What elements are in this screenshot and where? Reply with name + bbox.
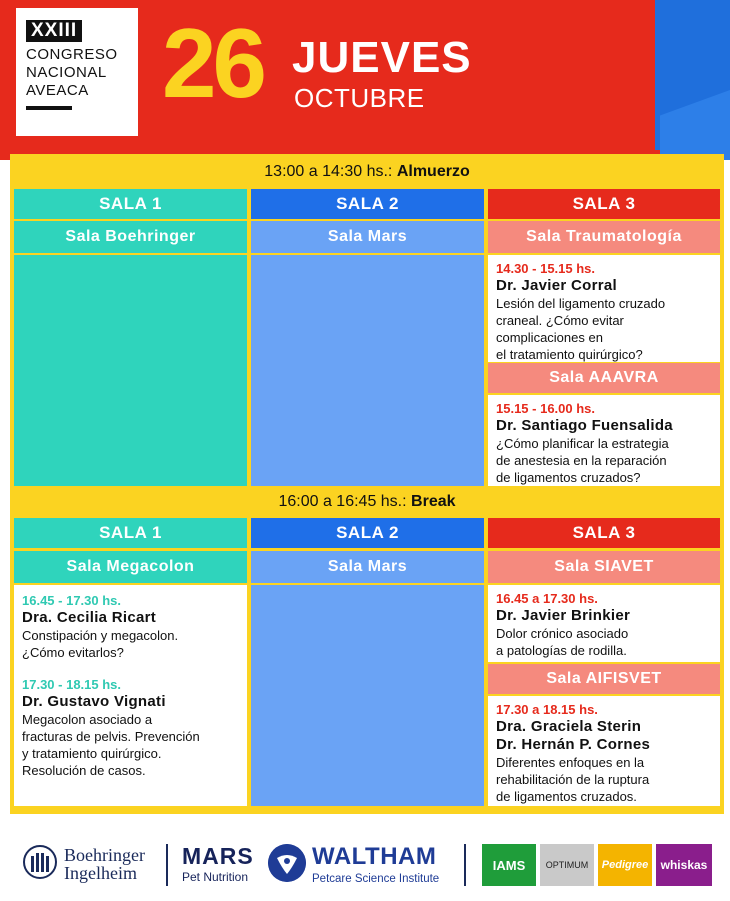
talk-desc-line: y tratamiento quirúrgico. — [22, 746, 162, 761]
talk-time: 16.45 - 17.30 hs. — [22, 593, 122, 608]
block2-sala1-sub: Sala Megacolon — [14, 551, 247, 583]
block1-sala2-empty — [251, 255, 484, 486]
talk-time: 14.30 - 15.15 hs. — [496, 261, 596, 276]
talk-desc-line: de anestesia en la reparación — [496, 453, 667, 468]
block1-sala1-header: SALA 1 — [14, 189, 247, 219]
lunch-label: Almuerzo — [396, 163, 470, 180]
block2-sala2-header: SALA 2 — [251, 518, 484, 548]
lunch-bar — [14, 158, 720, 186]
boehringer-line1: Boehringer — [64, 845, 145, 865]
talk-desc-line: Megacolon asociado a — [22, 712, 153, 727]
talk-desc-line: Lesión del ligamento cruzado — [496, 296, 666, 311]
talk-speaker: Dr. Hernán P. Cornes — [496, 736, 651, 753]
logo-line-3: AVEACA — [26, 82, 89, 99]
block1-sala2-header: SALA 2 — [251, 189, 484, 219]
waltham-logo-icon — [268, 844, 306, 882]
talk-time: 16.45 a 17.30 hs. — [496, 591, 598, 606]
edition-badge: XXIII — [26, 20, 82, 42]
block2-sala3-header: SALA 3 — [488, 518, 720, 548]
talk-desc-line: complicaciones en — [496, 330, 603, 345]
talk-desc-line: ¿Cómo evitarlos? — [22, 645, 124, 660]
talk-speaker: Dra. Graciela Sterin — [496, 718, 642, 735]
talk-desc-line: el tratamiento quirúrgico? — [496, 347, 643, 362]
talk-speaker: Dra. Cecilia Ricart — [22, 609, 157, 626]
logo-line-1: CONGRESO — [26, 46, 118, 63]
talk-desc-line: Diferentes enfoques en la — [496, 755, 645, 770]
block1-talk-fuensalida — [488, 395, 720, 486]
waltham-logo-text: WALTHAM — [312, 843, 437, 870]
talk-time: 17.30 - 18.15 hs. — [22, 677, 122, 692]
month-name: OCTUBRE — [294, 83, 425, 113]
waltham-logo-sub: Petcare Science Institute — [312, 873, 440, 885]
sponsors-footer — [0, 820, 730, 901]
sponsor-divider — [464, 844, 466, 886]
logo-underline — [26, 106, 72, 110]
talk-desc-line: Constipación y megacolon. — [22, 628, 179, 643]
pedigree-logo: Pedigree — [598, 844, 652, 886]
break-bar — [14, 488, 720, 516]
block1-sala1-sub: Sala Boehringer — [14, 221, 247, 253]
talk-speaker: Dr. Javier Brinkier — [496, 607, 631, 624]
block2-talk-sterin-cornes — [488, 696, 720, 806]
talk-time: 17.30 a 18.15 hs. — [496, 702, 598, 717]
lunch-time: 13:00 a 14:30 hs.: — [264, 163, 393, 180]
talk-speaker: Dr. Gustavo Vignati — [22, 693, 166, 710]
block1-sala3-header: SALA 3 — [488, 189, 720, 219]
talk-time: 15.15 - 16.00 hs. — [496, 401, 596, 416]
talk-spacer — [22, 661, 239, 677]
whiskas-logo: whiskas — [656, 844, 712, 886]
talk-speaker: Dr. Javier Corral — [496, 277, 617, 294]
talk-desc-line: de ligamentos cruzados. — [496, 789, 637, 804]
boehringer-line2: Ingelheim — [64, 863, 137, 883]
block2-sala1-header: SALA 1 — [14, 518, 247, 548]
talk-desc-line: de ligamentos cruzados? — [496, 470, 641, 485]
break-label: Break — [411, 493, 456, 510]
boehringer-logo-text — [64, 846, 145, 882]
talk-desc-line: craneal. ¿Cómo evitar — [496, 313, 624, 328]
boehringer-logo-icon — [22, 844, 58, 880]
block2-sala2-sub: Sala Mars — [251, 551, 484, 583]
block1-sala2-sub: Sala Mars — [251, 221, 484, 253]
congress-logo — [16, 8, 138, 136]
mars-logo-text: MARS — [182, 843, 254, 869]
talk-desc-line: a patologías de rodilla. — [496, 643, 627, 658]
talk-desc-line: ¿Cómo planificar la estrategia — [496, 436, 669, 451]
block1-sala3-sub-b: Sala AAAVRA — [488, 363, 720, 393]
block2-sala1-talks — [14, 585, 247, 806]
day-name: JUEVES — [292, 33, 472, 82]
header-banner — [0, 0, 730, 160]
break-time: 16:00 a 16:45 hs.: — [278, 493, 407, 510]
block1-sala1-empty — [14, 255, 247, 486]
block1-talk-corral — [488, 255, 720, 362]
block2-sala2-empty — [251, 585, 484, 806]
block2-talk-brinkier — [488, 585, 720, 662]
iams-logo: IAMS — [482, 844, 536, 886]
talk-desc-line: rehabilitación de la ruptura — [496, 772, 650, 787]
mars-logo-sub: Pet Nutrition — [182, 870, 249, 884]
logo-line-2: NACIONAL — [26, 64, 107, 81]
day-number: 26 — [162, 8, 264, 118]
talk-speaker: Dr. Santiago Fuensalida — [496, 417, 673, 434]
block2-sala3-sub: Sala SIAVET — [488, 551, 720, 583]
talk-desc-line: fracturas de pelvis. Prevención — [22, 729, 200, 744]
block1-sala3-sub: Sala Traumatología — [488, 221, 720, 253]
talk-desc-line: Dolor crónico asociado — [496, 626, 629, 641]
sponsor-divider — [166, 844, 168, 886]
talk-desc-line: Resolución de casos. — [22, 763, 146, 778]
block2-sala3-sub-b: Sala AIFISVET — [488, 664, 720, 694]
optimum-logo: OPTIMUM — [540, 844, 594, 886]
